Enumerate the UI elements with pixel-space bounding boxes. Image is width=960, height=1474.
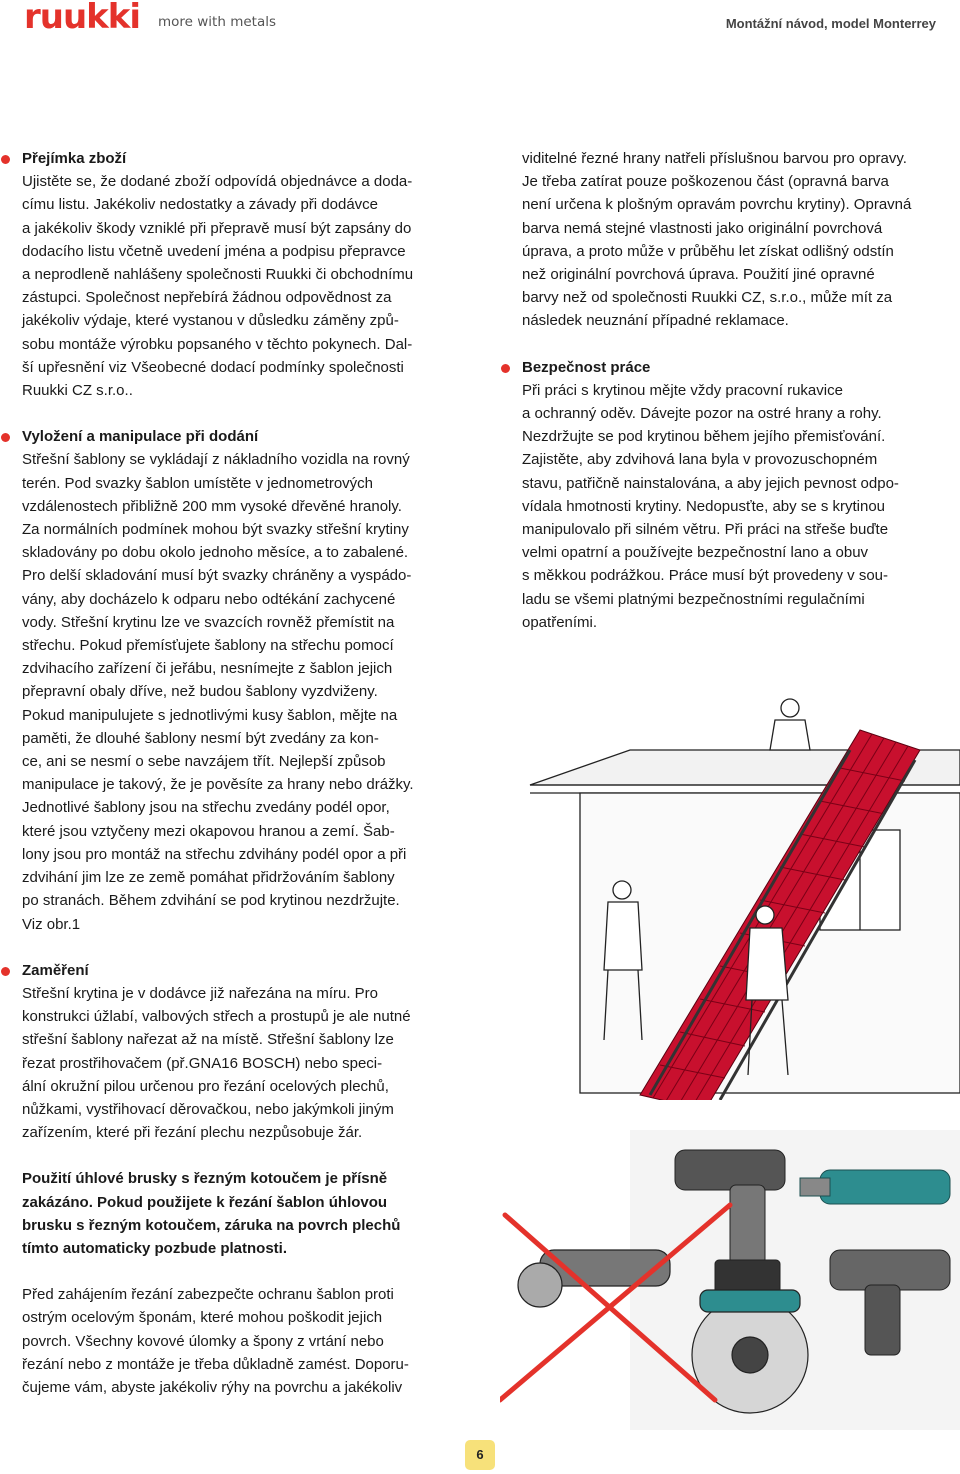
logo-tagline: more with metals <box>158 14 276 30</box>
bullet-icon <box>501 364 510 373</box>
right-column <box>522 147 958 634</box>
section-body: Ujistěte se, že dodané zboží odpovídá objednávce a doda- címu listu. Jakékoliv nedostatky a závady při dodávce a jakékoliv škody vzniklé při přepravě musí být zapsány do dodacího listu včetně uvedení jména a podpisu přepravce a neprodleně nahlášeny společnosti Ruukki či obchodnímu zástupci. Společnost nepřebírá žádnou odpovědnost za jakékoliv výdaje, které vystanou v důsledku záměny způ- sobu montáže výrobku popsaného v těchto pokynech. Dal- ší upřesnění viz Všeobecné dodací podmínky společnosti Ruukki CZ s.r.o.. <box>22 173 414 400</box>
cutting-tools-photo <box>500 1130 960 1430</box>
roof-lifting-illustration <box>520 690 960 1100</box>
section-prejimka <box>22 147 462 402</box>
left-column <box>22 147 462 1399</box>
section-title: Zaměření <box>22 961 89 979</box>
logo <box>24 0 141 37</box>
page-number: 6 <box>465 1440 495 1470</box>
section-body: Střešní krytina je v dodávce již nařezána na míru. Pro konstrukci úžlabí, valbových střech a prostupů je ale nutné střešní šablony nařezat až na místě. Střešní šablony lze řezat prostřihovačem (př.GNA16 BOSCH) nebo speci- ální okružní pilou určenou pro řezání ocelových plechů, nůžkami, vystřihovací děrovačkou, nebo jakýmkoli jiným zařízením, které při řezání plechu nezpůsobuje žár. <box>22 984 411 1142</box>
document-title: Montážní návod, model Monterrey <box>725 16 936 31</box>
section-title: Přejímka zboží <box>22 150 127 167</box>
section-bezpecnost <box>522 356 958 634</box>
bullet-icon <box>1 967 10 976</box>
section-title: Bezpečnost práce <box>522 358 651 376</box>
protection-text: Před zahájením řezání zabezpečte ochranu šablon proti ostrým ocelovým šponám, které mohou poškodit jejich povrch. Všechny kovové úlomky a špony z vrtání nebo řezání nebo z montáže je třeba důkladně zamést. Doporu- čujeme vám, abyste jakékoliv rýhy na povrchu a jakékoliv <box>22 1286 409 1396</box>
section-zamereni <box>22 959 462 1145</box>
section-vylozeni <box>22 425 462 935</box>
section-body: Střešní šablony se vykládají z nákladního vozidla na rovný terén. Pod svazky šablon umístěte v jednometrových vzdálenostech přibližně 200 mm vysoké dřevěné hranoly. Za normálních podmínek mohou být svazky střešní krytiny skladovány po dobu okolo jednoho měsíce, a to zabalené. Pro delší skladování musí být svazky chráněny a vyspádo- vány, aby docházelo k odparu nebo odtékání zachycené vody. Střešní krytinu lze ve svazcích rovněž přemístit na střechu. Pokud přemísťujete šablony na střechu pomocí zdvihacího zařízení či jeřábu, nesnímejte z šablon jejich přepravní obaly dříve, než budou šablony vyzdviženy. Pokud manipulujete s jednotlivými kusy šablon, mějte na paměti, že dlouhé šablony nesmí být zvedány za kon- ce, ani se nesmí o sebe navzájem třít. Nejlepší způsob manipulace je takový, že je pověsíte za hrany nebo drážky. Jednotlivé šablony jsou na střechu zvedány podél opor, které jsou vztyčeny mezi okapovou hranou a zemí. Šab- lony jsou pro montáž na střechu zdvihány podél opor a při zdvihání jim lze ze země pomáhat přidržováním šablony po stranách. Během zdvihání se pod krytinou nezdržujte. Viz obr.1 <box>22 451 414 933</box>
bullet-icon <box>1 433 10 442</box>
warning-text: Použití úhlové brusky s řezným kotoučem je přísně zakázáno. Pokud použijete k řezání šablon úhlovou brusku s řezným kotoučem, záruka na povrch plechů tímto automaticky pozbude platnosti. <box>22 1170 401 1257</box>
nibbler-icon <box>800 1170 950 1204</box>
bullet-icon <box>1 155 10 164</box>
continuation-text: viditelné řezné hrany natřeli příslušnou barvou pro opravy. Je třeba zatírat pouze poškozenou část (opravná barva není určena k plošným opravám povrchu krytiny). Opravná barva nemá stejné vlastnosti jako originální povrchová úprava, a proto může v průběhu let získat odlišný odstín než originální povrchová úprava. Použití jiné opravné barvy než od společnosti Ruukki CZ, s.r.o., může mít za následek neuznání případné reklamace. <box>522 150 912 330</box>
logo-wordmark: ruukki <box>24 0 141 37</box>
section-body: Při práci s krytinou mějte vždy pracovní rukavice a ochranný oděv. Dávejte pozor na ostré hrany a rohy. Nezdržujte se pod krytinou během jejího přemisťování. Zajistěte, aby zdvihová lana byla v provozuschopném stavu, patřičně nainstalována, a aby jejich pevnost odpo- vídala hmotnosti krytiny. Nedopusťte, aby se s krytinou manipulovalo při silném větru. Při práci na střeše buďte velmi opatrní a používejte bezpečnostní lano a obuv s měkkou podrážkou. Práce musí být provedeny v sou- ladu se všemi platnými bezpečnostními regulačními opatřeními. <box>522 381 899 631</box>
section-title: Vyložení a manipulace při dodání <box>22 428 259 446</box>
